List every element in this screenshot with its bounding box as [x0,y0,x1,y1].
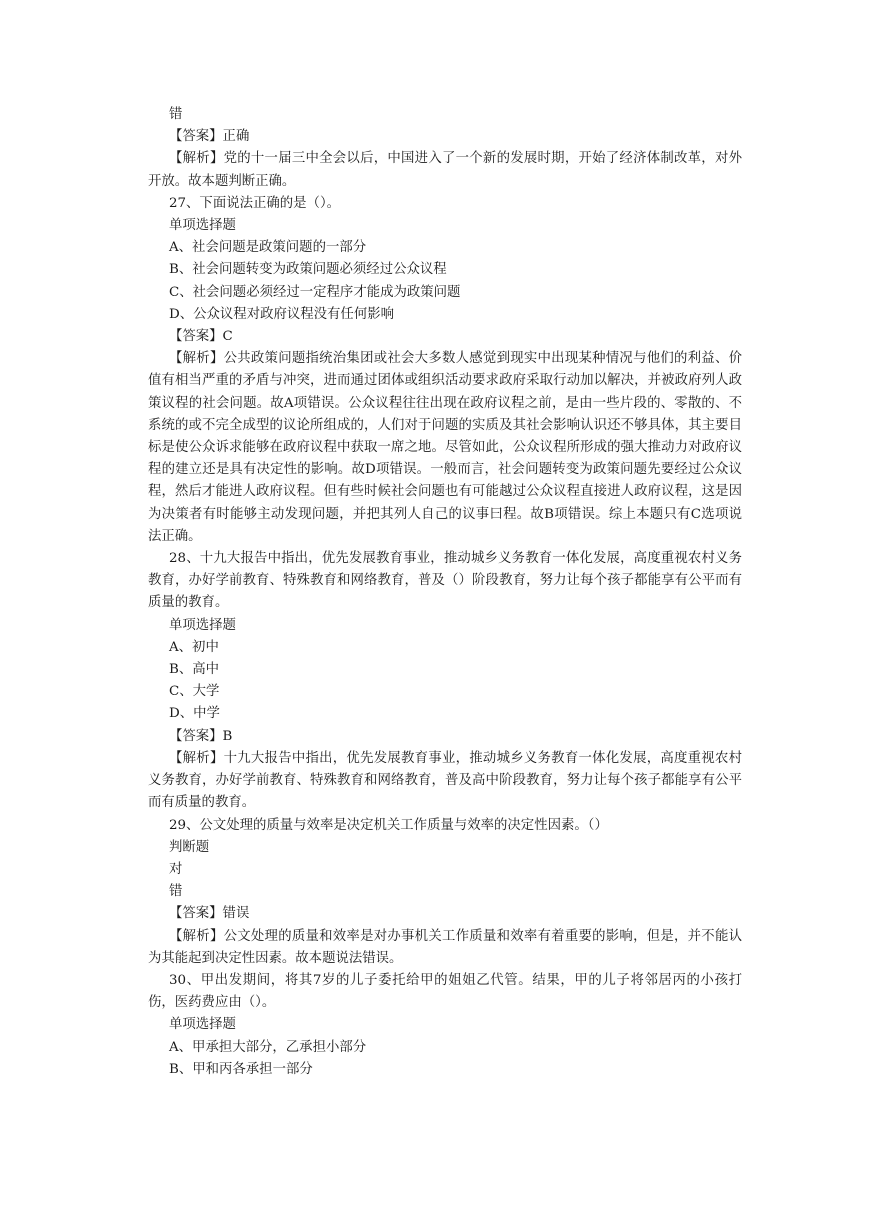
q27-option-c: C、社会问题必须经过一定程序才能成为政策问题 [169,284,461,300]
q27-type: 单项选择题 [169,218,236,234]
q30-option-b: B、甲和丙各承担一部分 [169,1061,313,1077]
q29-stem: 29、公文处理的质量与效率是决定机关工作质量与效率的决定性因素。（） [169,817,608,833]
q29-answer: 【答案】错误 [169,906,250,922]
q29-option-false: 错 [169,884,183,900]
q29-type: 判断题 [169,839,210,855]
q27-answer: 【答案】C [169,329,233,345]
document-body [148,104,742,1081]
q28-option-b: B、高中 [169,662,220,678]
q30-option-a: A、甲承担大部分，乙承担小部分 [169,1039,367,1055]
q28-option-d: D、中学 [169,706,220,722]
q29-analysis: 【解析】公文处理的质量和效率是对办事机关工作质量和效率有着重要的影响，但是，并不能认为其能起到决定性因素。故本题说法错误。 [148,928,742,966]
q28-type: 单项选择题 [169,617,236,633]
q28-option-a: A、初中 [169,639,219,655]
q29-option-true: 对 [169,861,183,877]
q28-analysis: 【解析】十九大报告中指出，优先发展教育事业，推动城乡义务教育一体化发展，高度重视农村义务教育，办好学前教育、特殊教育和网络教育，普及高中阶段教育，努力让每个孩子都能享有公平而有质量的教育。 [148,750,742,811]
q27-option-b: B、社会问题转变为政策问题必须经过公众议程 [169,262,447,278]
q27-analysis: 【解析】公共政策问题指统治集团或社会大多数人感觉到现实中出现某种情况与他们的利益、价值有相当严重的矛盾与冲突，进而通过团体或组织活动要求政府采取行动加以解决，并被政府列人政策议程的社会问题。故A项错误。公众议程往往出现在政府议程之前，是由一些片段的、零散的、不系统的或不完全成型的议论所组成的，人们对于问题的实质及其社会影响认识还不够具体，其主要目标是使公众诉求能够在政府议程中获取一席之地。尽管如此，公众议程所形成的强大推动力对政府议程的建立还是具有决定性的影响。故D项错误。一般而言，社会问题转变为政策问题先要经过公众议程，然后才能进人政府议程。但有些时候社会问题也有可能越过公众议程直接进人政府议程，这是因为决策者有时能够主动发现问题，并把其列人自己的议事曰程。故B项错误。综上本题只有C选项说法正确。 [148,351,742,544]
q28-stem: 28、十九大报告中指出，优先发展教育事业，推动城乡义务教育一体化发展，高度重视农村义务教育，办好学前教育、特殊教育和网络教育，普及（）阶段教育，努力让每个孩子都能享有公平而有质量的教育。 [148,551,742,611]
q26-answer: 【答案】正确 [169,129,250,145]
q27-option-d: D、公众议程对政府议程没有任何影响 [169,306,394,322]
q27-stem: 27、下面说法正确的是（）。 [169,195,341,211]
q30-type: 单项选择题 [169,1017,236,1033]
q27-option-a: A、社会问题是政策问题的一部分 [169,240,367,256]
q28-option-c: C、大学 [169,684,220,700]
q30-stem: 30、甲出发期间，将其7岁的儿子委托给甲的姐姐乙代管。结果，甲的儿子将邻居丙的小孩打伤，医药费应由（）。 [148,972,742,1011]
q26-option-false: 错 [169,107,183,122]
q28-answer: 【答案】B [169,728,233,744]
q26-analysis: 【解析】党的十一届三中全会以后，中国进入了一个新的发展时期，开始了经济体制改革，对外开放。故本题判断正确。 [148,151,742,189]
